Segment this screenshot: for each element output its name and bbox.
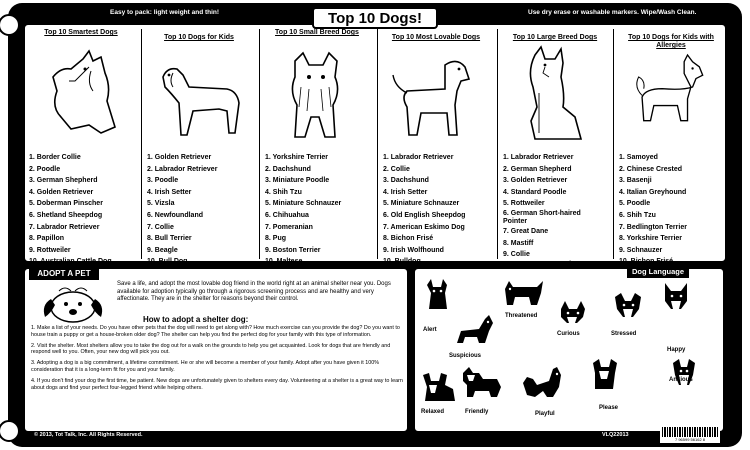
- adopt-step: 3. Adopting a dog is a big commitment, a lifetime commitment. He or she will become a member of your family. Adopt after you have given it 100% consideration that it is a long-term fit for you and your family.: [31, 360, 380, 373]
- dog-list: [503, 152, 597, 269]
- mood-label: Please: [599, 405, 619, 411]
- list-item: 6. Shetland Sheepdog: [29, 211, 103, 219]
- category-large-breed: [501, 29, 609, 268]
- list-item: 10. Bernese Mountain Dog: [503, 260, 591, 268]
- adopt-step: 1. Make a list of your needs. Do you have other pets that the dog will need to get along with? How much exercise can you provide the dog? Do you want to house train a puppy or get a house-broken older dog? The shelter can help you find the perfect dog for your family with this type of information.: [31, 325, 400, 338]
- list-item: 1. Yorkshire Terrier: [265, 154, 329, 161]
- list-item: 8. Pug: [265, 235, 287, 243]
- mood-label: Anxious: [669, 377, 693, 383]
- list-item: 2. Labrador Retriever: [147, 165, 218, 173]
- friendly-dog-icon: [459, 365, 503, 399]
- list-item: 3. Poodle: [147, 177, 179, 185]
- adopt-step: 2. Visit the shelter. Most shelters allow you to take the dog out for a walk on the grounds to help you get acquainted. Look for dogs that are friendly and respond well to you. Often, your new dog will pick you out.: [31, 342, 391, 356]
- mood-label: Relaxed: [421, 409, 445, 415]
- barcode: [660, 425, 720, 443]
- list-item: 7. Pomeranian: [265, 223, 313, 231]
- list-item: 4. Irish Setter: [383, 188, 428, 196]
- dog-list: [29, 152, 112, 268]
- top-ten-panel: [24, 24, 726, 268]
- column-divider: [613, 29, 614, 259]
- copyright: © 2013, Tot Talk, Inc. All Rights Reserved.: [34, 432, 143, 438]
- adopt-steps: [31, 325, 405, 396]
- mood-label: Playful: [535, 411, 555, 417]
- list-item: 1. Border Collie: [29, 154, 81, 161]
- alert-dog-icon: [421, 279, 455, 313]
- list-item: 7. Labrador Retriever: [29, 223, 100, 231]
- list-item: 3. Dachshund: [383, 177, 429, 185]
- list-item: 10. Bichon Frisé: [619, 258, 674, 266]
- puppy-icon: [35, 283, 111, 323]
- list-item: 4. Shih Tzu: [265, 188, 302, 196]
- dog-list: [383, 152, 465, 268]
- category-heading: Top 10 Large Breed Dogs: [512, 34, 598, 41]
- mood-label: Threatened: [505, 313, 538, 319]
- list-item: 6. Chihuahua: [265, 211, 309, 219]
- list-item: 5. Miniature Schnauzer: [383, 200, 460, 208]
- list-item: 7. Great Dane: [503, 227, 549, 235]
- mood-label: Alert: [423, 327, 437, 333]
- list-item: 10. Bulldog: [383, 258, 421, 266]
- list-item: 9. Collie: [503, 251, 530, 259]
- category-allergies: [617, 29, 725, 266]
- collie-illustration: [31, 47, 127, 142]
- barcode-bars: [662, 427, 718, 437]
- list-item: 4. Standard Poodle: [503, 188, 567, 196]
- header-left-note: Easy to pack: light weight and thin!: [110, 9, 220, 16]
- list-item: 5. Poodle: [619, 200, 651, 208]
- curious-dog-icon: [555, 299, 589, 333]
- category-heading: Top 10 Smartest Dogs: [44, 29, 118, 36]
- adopt-intro: Save a life, and adopt the most lovable dog friend in the world right at an animal shelter near you. Dogs available for adoption typically go through a rigorous screening process and are healthy and very affectionate. They are in the shelter for reasons beyond their control.: [117, 281, 391, 302]
- category-small-breed: [263, 29, 371, 266]
- sku-code: VLQ22013: [602, 432, 629, 438]
- list-item: 4. Golden Retriever: [29, 188, 94, 196]
- list-item: 9. Boston Terrier: [265, 246, 321, 254]
- mood-label: Happy: [667, 347, 686, 353]
- list-item: 10. Australian Cattle Dog: [29, 258, 112, 266]
- list-item: 6. Shih Tzu: [619, 211, 656, 219]
- adopt-a-pet-panel: [24, 268, 408, 432]
- dog-list: [619, 152, 687, 268]
- relaxed-dog-icon: [419, 369, 459, 403]
- suspicious-dog-icon: [451, 313, 495, 347]
- list-item: 4. Italian Greyhound: [619, 188, 687, 196]
- list-item: 8. Papillon: [29, 235, 65, 243]
- header-right-note: Use dry erase or washable markers. Wipe/Wash Clean.: [528, 9, 697, 16]
- german-shepherd-illustration: [505, 47, 601, 142]
- golden-retriever-illustration: [149, 47, 245, 142]
- mood-label: Stressed: [611, 331, 637, 337]
- mood-label: Curious: [557, 331, 580, 337]
- list-item: 8. Bichon Frisé: [383, 235, 434, 243]
- mood-label: Friendly: [465, 409, 489, 415]
- adopt-subheading: How to adopt a shelter dog:: [143, 315, 249, 324]
- happy-dog-icon: [659, 281, 693, 315]
- anxious-dog-icon: [667, 355, 701, 389]
- mood-label: Suspicious: [449, 353, 482, 359]
- list-item: 3. German Shepherd: [29, 177, 98, 185]
- page-title: Top 10 Dogs!: [312, 7, 438, 29]
- list-item: 2. German Shepherd: [503, 165, 572, 173]
- list-item: 5. Vizsla: [147, 200, 175, 208]
- list-item: 9. Rottweiler: [29, 246, 71, 254]
- barcode-digits: 7 96599 56162 8: [674, 437, 706, 442]
- yorkshire-terrier-illustration: [267, 47, 363, 142]
- list-item: 8. Bull Terrier: [147, 235, 192, 243]
- list-item: 9. Schnauzer: [619, 246, 663, 254]
- list-item: 2. Dachshund: [265, 165, 311, 173]
- dog-list: [147, 152, 217, 268]
- stressed-dog-icon: [611, 291, 645, 325]
- dog-language-panel: [414, 268, 724, 432]
- category-most-lovable: [381, 29, 491, 266]
- playful-dog-icon: [519, 365, 563, 399]
- category-heading: Top 10 Dogs for Kids: [164, 34, 234, 41]
- list-item: 5. Rottweiler: [503, 200, 545, 208]
- list-item: 7. American Eskimo Dog: [383, 223, 465, 231]
- list-item: 2. Poodle: [29, 165, 61, 173]
- list-item: 1. Labrador Retriever: [503, 154, 574, 161]
- list-item: 6. Newfoundland: [147, 211, 203, 219]
- list-item: 6. German Short-haired Pointer: [503, 209, 581, 225]
- list-item: 9. Beagle: [147, 246, 178, 254]
- list-item: 3. Basenji: [619, 177, 652, 185]
- list-item: 5. Doberman Pinscher: [29, 200, 103, 208]
- dog-list: [265, 152, 341, 268]
- list-item: 2. Chinese Crested: [619, 165, 683, 173]
- category-heading: Top 10 Dogs for Kids with Allergies: [628, 34, 714, 49]
- samoyed-illustration: [621, 55, 717, 135]
- list-item: 2. Collie: [383, 165, 410, 173]
- list-item: 1. Samoyed: [619, 154, 658, 161]
- category-smartest: [27, 29, 135, 266]
- list-item: 7. Collie: [147, 223, 174, 231]
- adopt-step: 4. If you don't find your dog the first time, be patient. New dogs are unfortunately given to shelters every day. Volunteering at a shelter is a great way to learn about dogs and find your perfect four-legged friend while helping others.: [31, 378, 403, 391]
- list-item: 1. Labrador Retriever: [383, 154, 454, 161]
- adopt-badge: ADOPT A PET: [29, 268, 99, 280]
- list-item: 7. Bedlington Terrier: [619, 223, 687, 231]
- list-item: 10. Maltese: [265, 258, 303, 266]
- please-dog-icon: [587, 357, 621, 391]
- list-item: 3. Miniature Poodle: [265, 177, 330, 185]
- labrador-illustration: [385, 47, 481, 142]
- dog-language-badge: Dog Language: [627, 266, 689, 278]
- category-heading: Top 10 Small Breed Dogs: [275, 29, 359, 36]
- list-item: 5. Miniature Schnauzer: [265, 200, 342, 208]
- column-divider: [259, 29, 260, 259]
- list-item: 1. Golden Retriever: [147, 154, 212, 161]
- category-kids: [145, 29, 253, 266]
- list-item: 8. Yorkshire Terrier: [619, 235, 683, 243]
- list-item: 3. Golden Retriever: [503, 177, 568, 185]
- list-item: 4. Irish Setter: [147, 188, 192, 196]
- category-heading: Top 10 Most Lovable Dogs: [391, 34, 481, 41]
- list-item: 10. Bull Dog: [147, 258, 188, 266]
- column-divider: [141, 29, 142, 259]
- column-divider: [497, 29, 498, 259]
- threatened-dog-icon: [501, 275, 545, 309]
- list-item: 9. Irish Wolfhound: [383, 246, 444, 254]
- column-divider: [377, 29, 378, 259]
- list-item: 8. Mastiff: [503, 239, 534, 247]
- list-item: 6. Old English Sheepdog: [383, 211, 466, 219]
